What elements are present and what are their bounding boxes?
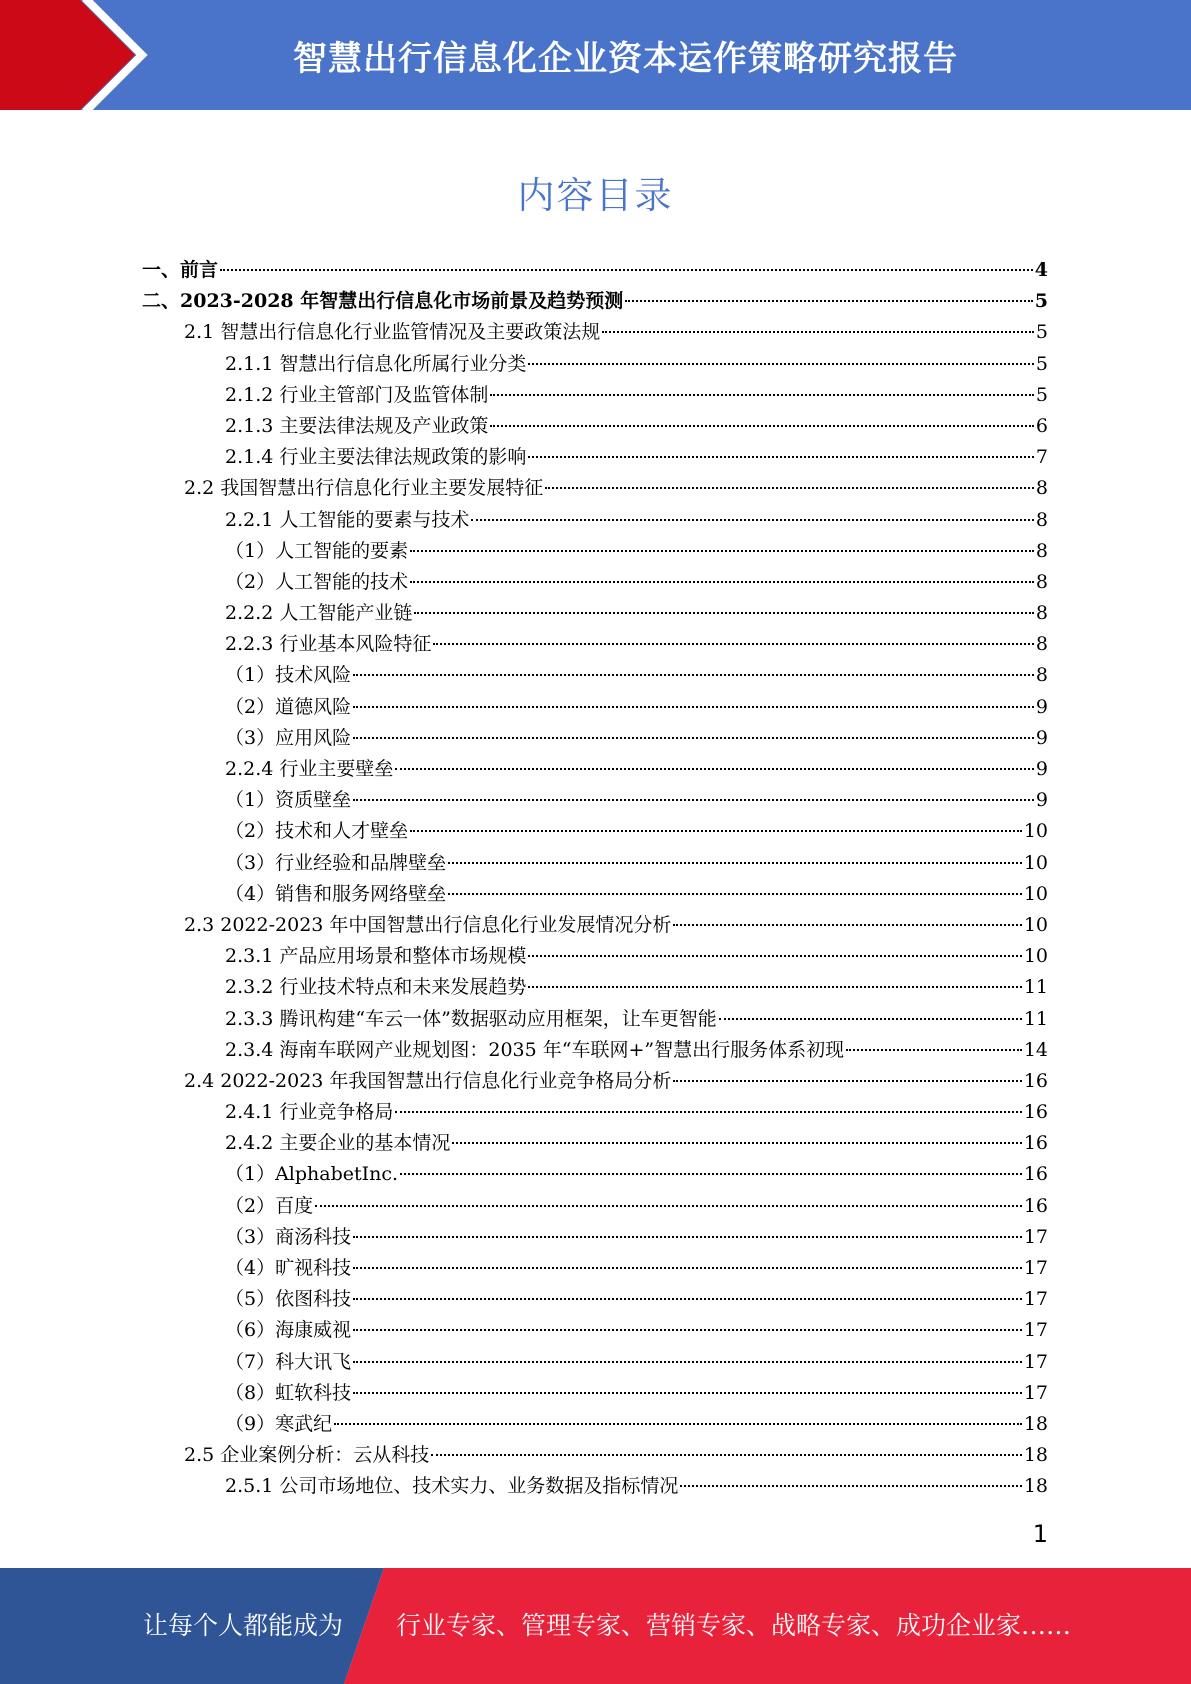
toc-entry-page: 17 [1023,1381,1048,1404]
toc-entry-page: 8 [1035,477,1048,500]
toc-entry-page: 17 [1023,1350,1048,1373]
toc-entry-page: 9 [1035,789,1048,812]
toc-entry[interactable] [142,972,1048,1003]
toc-dot-leader [395,767,1034,770]
toc-entry-page: 16 [1023,1194,1048,1217]
toc-entry-label: （2）技术和人才壁垒 [225,820,409,843]
toc-entry[interactable] [142,442,1048,473]
toc-entry-label: （2）道德风险 [225,695,352,718]
toc-dot-leader [353,736,1034,739]
toc-entry[interactable] [142,505,1048,536]
toc-entry-label: 2.1 智慧出行信息化行业监管情况及主要政策法规 [184,321,601,344]
toc-dot-leader [528,362,1034,365]
toc-entry-label: 二、2023-2028 年智慧出行信息化市场前景及趋势预测 [142,290,624,313]
footer-slogan-left: 让每个人都能成为 [143,1611,344,1640]
toc-entry[interactable] [142,785,1048,816]
toc-dot-leader [846,1048,1022,1051]
toc-entry-label: 2.2.1 人工智能的要素与技术 [225,508,470,531]
toc-entry[interactable] [142,910,1048,941]
footer-slogan-right: 行业专家、管理专家、营销专家、战略专家、成功企业家…… [396,1611,1072,1640]
toc-dot-leader [471,518,1034,521]
toc-entry-label: （1）资质壁垒 [225,789,352,812]
toc-dot-leader [528,985,1021,988]
toc-dot-leader [625,299,1033,302]
toc-entry[interactable] [142,1128,1048,1159]
toc-entry-page: 8 [1035,539,1048,562]
toc-entry[interactable] [142,255,1048,286]
toc-entry-label: （3）商汤科技 [225,1225,352,1248]
toc-entry-page: 9 [1035,726,1048,749]
toc-entry-page: 8 [1035,664,1048,687]
toc-entry-label: 2.1.4 行业主要法律法规政策的影响 [225,446,527,469]
toc-entry[interactable] [142,1440,1048,1471]
toc-dot-leader [400,1172,1022,1175]
toc-entry-page: 17 [1023,1288,1048,1311]
toc-dot-leader [673,923,1021,926]
toc-entry-label: 2.4.2 主要企业的基本情况 [225,1132,451,1155]
toc-entry[interactable] [142,848,1048,879]
toc-dot-leader [410,829,1022,832]
toc-entry-label: 2.2.2 人工智能产业链 [225,602,413,625]
toc-entry-label: 2.1.2 行业主管部门及监管体制 [225,383,489,406]
toc-entry-page: 17 [1023,1319,1048,1342]
toc-dot-leader [452,1141,1021,1144]
toc-entry-page: 8 [1035,508,1048,531]
toc-entry-label: （3）行业经验和品牌壁垒 [225,851,447,874]
toc-entry[interactable] [142,1253,1048,1284]
toc-entry-page: 8 [1035,570,1048,593]
toc-dot-leader [410,580,1034,583]
toc-entry-label: 2.2.4 行业主要壁垒 [225,758,394,780]
toc-entry-page: 5 [1034,290,1048,313]
toc-dot-leader [490,424,1034,427]
toc-entry[interactable] [142,598,1048,629]
toc-entry[interactable] [142,1222,1048,1253]
toc-entry[interactable] [142,1035,1048,1066]
toc-dot-leader [414,611,1034,614]
toc-entry-label: （8）虹软科技 [225,1381,352,1404]
toc-entry-page: 10 [1023,945,1048,968]
toc-entry-page: 11 [1023,1007,1048,1030]
toc-dot-leader [528,455,1034,458]
toc-dot-leader [315,1204,1022,1207]
toc-entry-label: （1）人工智能的要素 [225,539,409,562]
toc-entry[interactable] [142,411,1048,442]
toc-entry[interactable] [142,660,1048,691]
toc-entry[interactable] [142,1159,1048,1190]
toc-dot-leader [448,861,1022,864]
toc-heading: 内容目录 [517,174,674,217]
toc-entry[interactable] [142,1284,1048,1315]
toc-entry[interactable] [142,380,1048,411]
toc-entry-page: 16 [1023,1069,1048,1092]
toc-dot-leader [448,892,1022,895]
toc-entry-page: 5 [1035,352,1048,375]
toc-entry-label: 2.2 我国智慧出行信息化行业主要发展特征 [184,477,544,500]
toc-entry-label: 2.3.2 行业技术特点和未来发展趋势 [225,976,527,999]
toc-entry-label: （2）人工智能的技术 [225,570,409,593]
toc-entry[interactable] [142,1066,1048,1097]
toc-entry-label: 2.3.3 腾讯构建“车云一体”数据驱动应用框架，让车更智能 [225,1007,717,1030]
toc-entry-page: 10 [1023,913,1048,936]
toc-entry[interactable] [142,816,1048,847]
toc-dot-leader [220,268,1033,271]
report-title: 智慧出行信息化企业资本运作策略研究报告 [293,38,958,79]
toc-entry[interactable] [142,629,1048,660]
toc-dot-leader [353,673,1034,676]
toc-entry-label: 2.4 2022-2023 年我国智慧出行信息化行业竞争格局分析 [184,1069,672,1092]
toc-entry[interactable] [142,692,1048,723]
toc-entry[interactable] [142,1191,1048,1222]
toc-entry-page: 16 [1023,1163,1048,1186]
toc-entry-label: 2.1.3 主要法律法规及产业政策 [225,414,489,437]
toc-dot-leader [545,486,1034,489]
toc-entry[interactable] [142,1004,1048,1035]
toc-entry-page: 10 [1023,820,1048,843]
toc-dot-leader [528,954,1021,957]
toc-dot-leader [353,1235,1022,1238]
toc-entry-label: 2.2.3 行业基本风险特征 [225,633,432,656]
toc-dot-leader [353,1297,1022,1300]
toc-entry[interactable] [142,473,1048,504]
toc-entry[interactable] [142,1097,1048,1128]
toc-dot-leader [431,1453,1022,1456]
toc-entry-label: （1）技术风险 [225,664,352,687]
toc-entry-label: （4）销售和服务网络壁垒 [225,882,447,905]
toc-entry-page: 5 [1035,321,1048,344]
toc-entry-label: （5）依图科技 [225,1288,352,1311]
toc-entry-page: 10 [1023,882,1048,905]
toc-entry-page: 18 [1023,1412,1048,1435]
toc-entry-page: 6 [1035,414,1048,437]
header-banner [0,0,1191,110]
toc-dot-leader [353,798,1034,801]
toc-dot-leader [602,330,1034,333]
toc-entry-label: 2.3 2022-2023 年中国智慧出行信息化行业发展情况分析 [184,913,672,936]
toc-entry-label: （3）应用风险 [225,726,352,749]
toc-entry-page: 10 [1023,851,1048,874]
toc-entry-page: 9 [1035,695,1048,718]
toc-entry-label: （7）科大讯飞 [225,1350,352,1373]
toc-entry-page: 4 [1034,259,1048,281]
toc-entry[interactable] [142,536,1048,567]
toc-entry-page: 17 [1023,1257,1048,1279]
toc-dot-leader [353,1391,1022,1394]
toc-entry-page: 17 [1023,1225,1048,1248]
toc-entry[interactable] [142,941,1048,972]
footer-banner [0,1568,1191,1684]
toc-entry[interactable] [142,1378,1048,1409]
toc-entry-page: 5 [1035,383,1048,406]
toc-dot-leader [353,1266,1022,1269]
toc-dot-leader [719,1017,1022,1020]
toc-dot-leader [334,1422,1022,1425]
toc-entry[interactable] [142,349,1048,380]
page-number: 1 [1032,1520,1048,1548]
toc-entry-label: 2.1.1 智慧出行信息化所属行业分类 [225,352,527,375]
toc-entry[interactable] [142,723,1048,754]
toc-entry-label: （4）旷视科技 [225,1257,352,1279]
toc-dot-leader [673,1079,1021,1082]
toc-dot-leader [353,1328,1022,1331]
table-of-contents [142,255,1048,1503]
toc-entry-page: 14 [1023,1038,1048,1061]
toc-entry-label: 2.3.4 海南车联网产业规划图：2035 年“车联网+”智慧出行服务体系初现 [225,1038,845,1061]
toc-entry[interactable] [142,1471,1048,1502]
toc-entry-label: （1）AlphabetInc. [225,1163,399,1186]
toc-dot-leader [680,1484,1021,1487]
toc-entry[interactable] [142,1315,1048,1346]
toc-entry-label: 一、前言 [142,259,219,281]
toc-entry-page: 16 [1023,1132,1048,1155]
toc-entry-label: 2.5.1 公司市场地位、技术实力、业务数据及指标情况 [225,1475,679,1498]
toc-entry-label: （2）百度 [225,1194,314,1217]
toc-entry-page: 11 [1023,976,1048,999]
toc-entry-label: （9）寒武纪 [225,1412,333,1435]
toc-entry[interactable] [142,317,1048,348]
toc-entry-page: 7 [1035,446,1048,469]
toc-entry[interactable] [142,286,1048,317]
toc-entry-page: 9 [1035,758,1048,780]
toc-entry[interactable] [142,754,1048,785]
toc-dot-leader [490,393,1034,396]
toc-entry-label: 2.3.1 产品应用场景和整体市场规模 [225,945,527,968]
toc-entry-label: （6）海康威视 [225,1319,352,1342]
toc-entry[interactable] [142,1347,1048,1378]
toc-dot-leader [353,1360,1022,1363]
toc-entry-page: 16 [1023,1101,1048,1124]
toc-dot-leader [353,705,1034,708]
toc-entry[interactable] [142,567,1048,598]
toc-dot-leader [395,1110,1021,1113]
toc-dot-leader [410,549,1034,552]
toc-entry[interactable] [142,879,1048,910]
toc-dot-leader [433,642,1034,645]
toc-entry[interactable] [142,1409,1048,1440]
toc-entry-page: 18 [1023,1444,1048,1467]
toc-entry-page: 8 [1035,602,1048,625]
toc-entry-label: 2.4.1 行业竞争格局 [225,1101,394,1124]
toc-entry-page: 8 [1035,633,1048,656]
toc-entry-label: 2.5 企业案例分析：云从科技 [184,1444,430,1467]
toc-entry-page: 18 [1023,1475,1048,1498]
